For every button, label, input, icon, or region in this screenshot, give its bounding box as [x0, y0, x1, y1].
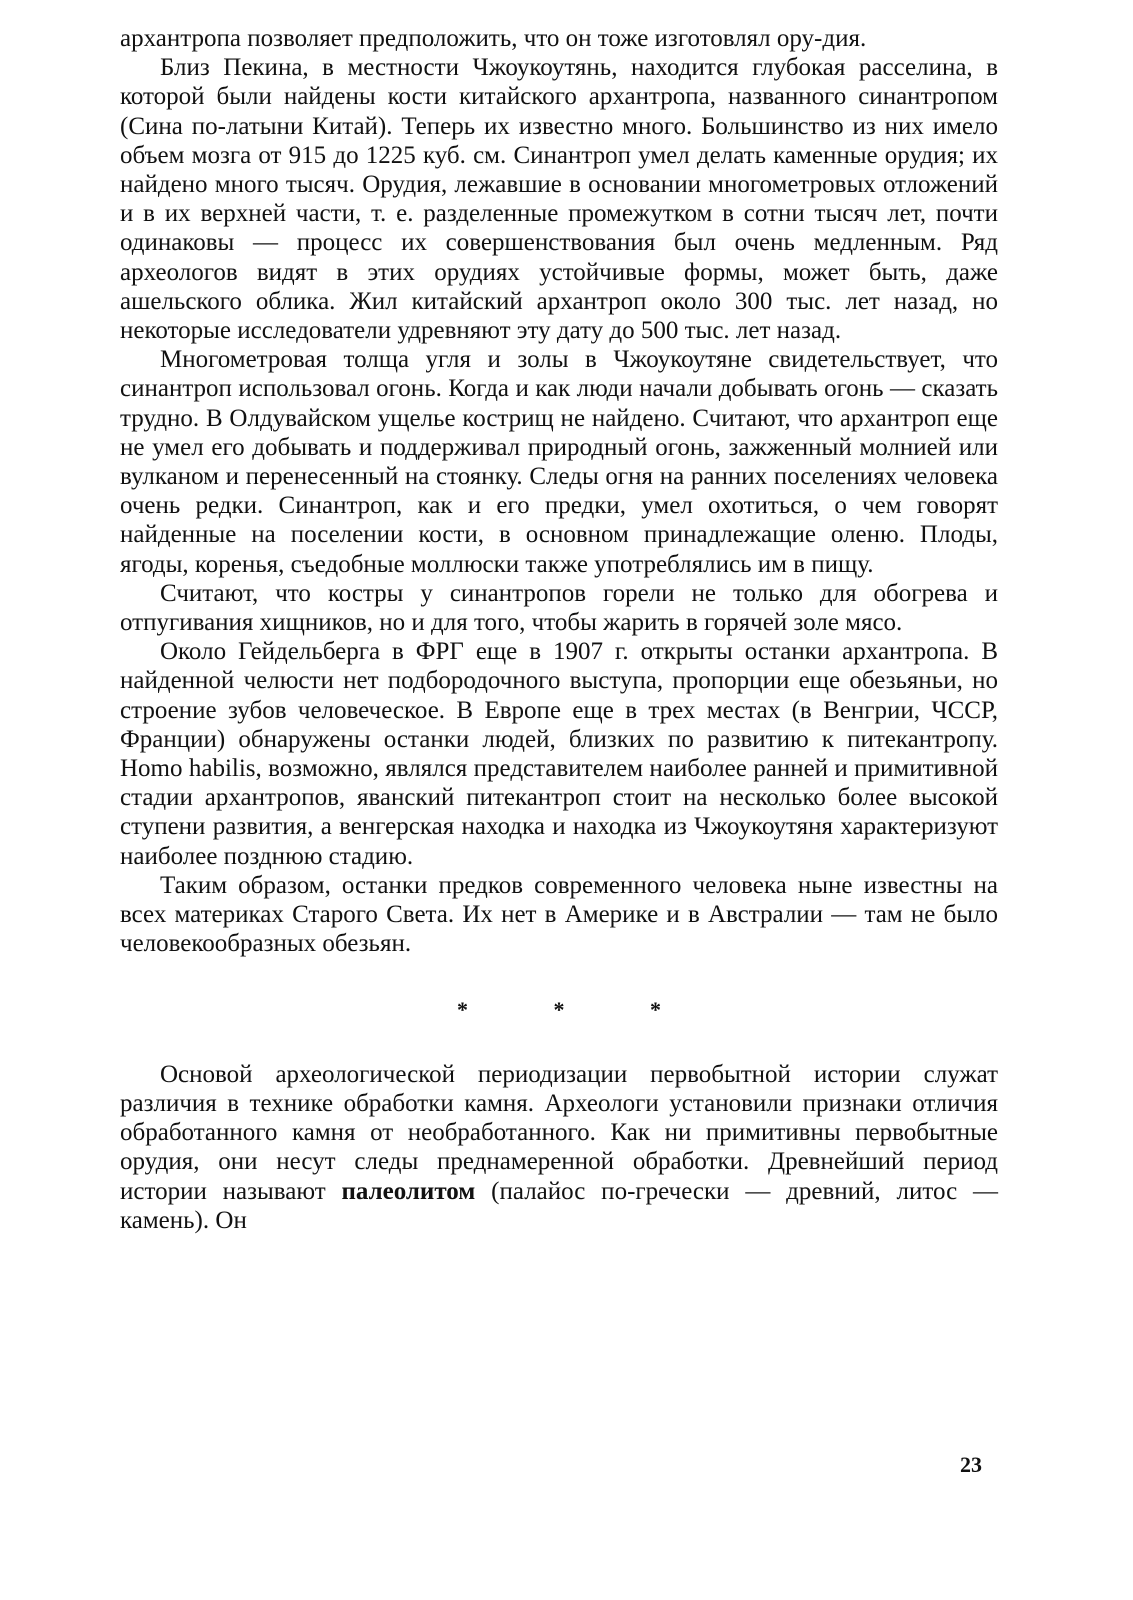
periodization-text-before: Основой археологической периодизации первобытной истории служат различия в технике обработки камня. Археологи установили признаки отличия обработанного камня от необработанного. Как ни примитивны первобытные орудия, они несут следы преднамеренной обработки. Древнейший период истории называют — [120, 1060, 998, 1205]
paragraph-fire: Многометровая толща угля и золы в Чжоукоутяне свидетельствует, что синантроп использовал огонь. Когда и как люди начали добывать огонь — сказать трудно. В Олдувайском ущелье кострищ не найдено. Считают, что архантроп еще не умел его добывать и поддерживал природный огонь, зажженный молнией или вулканом и перенесенный на стоянку. Следы огня на ранних поселениях человека очень редки. Синантроп, как и его предки, умел охотиться, о чем говорят найденные на поселении кости, в основном принадлежащие оленю. Плоды, ягоды, коренья, съедобные моллюски также употреблялись им в пищу. — [120, 346, 998, 578]
page-number: 23 — [960, 1452, 982, 1477]
page-text — [120, 24, 998, 1235]
paragraph-bonfires: Считают, что костры у синантропов горели не только для обогрева и отпугивания хищников, но и для того, чтобы жарить в горячей золе мясо. — [120, 579, 998, 637]
periodization-text-after: (палайос по-гречески — древний, литос — камень). Он — [120, 1177, 999, 1234]
paragraph-continuation: архантропа позволяет предположить, что он тоже изготовлял ору-дия. — [120, 25, 867, 52]
paragraph-periodization — [120, 1060, 998, 1235]
paragraph-conclusion: Таким образом, останки предков современного человека ныне известны на всех материках Старого Света. Их нет в Америке и в Австралии — там не было человекообразных обезьян. — [120, 871, 998, 958]
section-separator: * * * — [457, 996, 701, 1022]
paragraph-sinanthropus: Близ Пекина, в местности Чжоукоутянь, находится глубокая расселина, в которой были найдены кости китайского архантропа, названного синантропом (Сина по-латыни Китай). Теперь их известно много. Большинство из них имело объем мозга от 915 до 1225 куб. см. Синантроп умел делать каменные орудия; их найдено много тысяч. Орудия, лежавшие в основании многометровых отложений и в их верхней части, т. е. разделенные промежутком в сотни тысяч лет, почти одинаковы — процесс их совершенствования был очень медленным. Ряд археологов видят в этих орудиях устойчивые формы, может быть, даже ашельского облика. Жил китайский архантроп около 300 тыс. лет назад, но некоторые исследователи удревняют эту дату до 500 тыс. лет назад. — [120, 54, 998, 345]
term-paleolithic: палеолитом — [341, 1177, 476, 1205]
paragraph-heidelberg: Около Гейдельберга в ФРГ еще в 1907 г. открыты останки архантропа. В найденной челюсти нет подбородочного выступа, пропорции еще обезьяньи, но строение зубов человеческое. В Европе еще в трех местах (в Венгрии, ЧССР, Франции) обнаружены останки людей, близких по развитию к питекантропу. Homo habilis, возможно, являлся представителем наиболее ранней и примитивной стадии архантропов, яванский питекантроп стоит на несколько более высокой ступени развития, а венгерская находка и находка из Чжоукоутяня характеризуют наиболее позднюю стадию. — [120, 638, 998, 870]
